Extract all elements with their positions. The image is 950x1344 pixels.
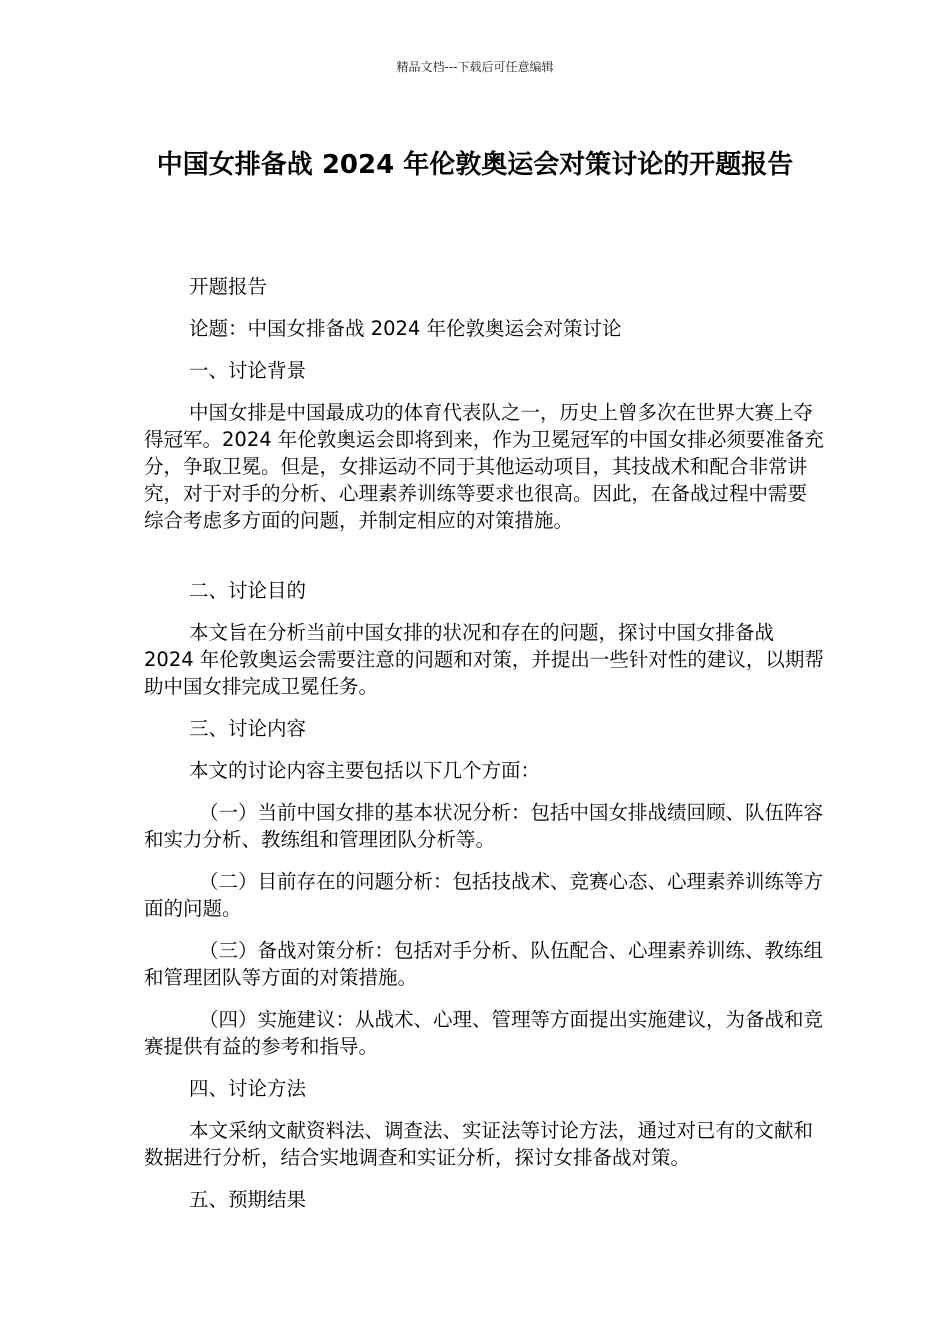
thesis-line: 论题：中国女排备战 2024 年伦敦奥运会对策讨论 <box>189 317 622 340</box>
content-item-1: （一）当前中国女排的基本状况分析：包括中国女排战绩回顾、队伍阵容和实力分析、教练组和管理团队分析等。 <box>144 801 824 851</box>
section-heading-background: 一、讨论背景 <box>189 359 307 382</box>
paragraph-purpose: 本文旨在分析当前中国女排的状况和存在的问题，探讨中国女排备战 2024 年伦敦奥运会需要注意的问题和对策，并提出一些针对性的建议，以期帮助中国女排完成卫冕任务。 <box>144 621 824 698</box>
page-header-note: 精品文档---下载后可任意编辑 <box>396 60 554 74</box>
content-item-3: （三）备战对策分析：包括对手分析、队伍配合、心理素养训练、教练组和管理团队等方面的对策措施。 <box>144 939 824 989</box>
paragraph-background: 中国女排是中国最成功的体育代表队之一，历史上曾多次在世界大赛上夺得冠军。2024 年伦敦奥运会即将到来，作为卫冕冠军的中国女排必须要准备充分，争取卫冕。但是，女排运动不同于其他运动项目，其技战术和配合非常讲究，对于对手的分析、心理素养训练等要求也很高。因此，在备战过程中需要综合考虑多方面的问题，并制定相应的对策措施。 <box>144 401 824 532</box>
section-heading-method: 四、讨论方法 <box>189 1077 307 1100</box>
paragraph-content-intro: 本文的讨论内容主要包括以下几个方面： <box>189 759 541 782</box>
document-title: 中国女排备战 2024 年伦敦奥运会对策讨论的开题报告 <box>156 150 794 180</box>
report-label: 开题报告 <box>189 275 268 298</box>
content-item-4: （四）实施建议：从战术、心理、管理等方面提出实施建议，为备战和竞赛提供有益的参考和指导。 <box>144 1008 824 1058</box>
section-heading-expected-results: 五、预期结果 <box>189 1188 307 1211</box>
content-item-2: （二）目前存在的问题分析：包括技战术、竞赛心态、心理素养训练等方面的问题。 <box>144 870 824 920</box>
paragraph-method: 本文采纳文献资料法、调查法、实证法等讨论方法，通过对已有的文献和数据进行分析，结合实地调查和实证分析，探讨女排备战对策。 <box>144 1119 814 1169</box>
section-heading-content: 三、讨论内容 <box>189 717 307 740</box>
section-heading-purpose: 二、讨论目的 <box>189 579 307 602</box>
